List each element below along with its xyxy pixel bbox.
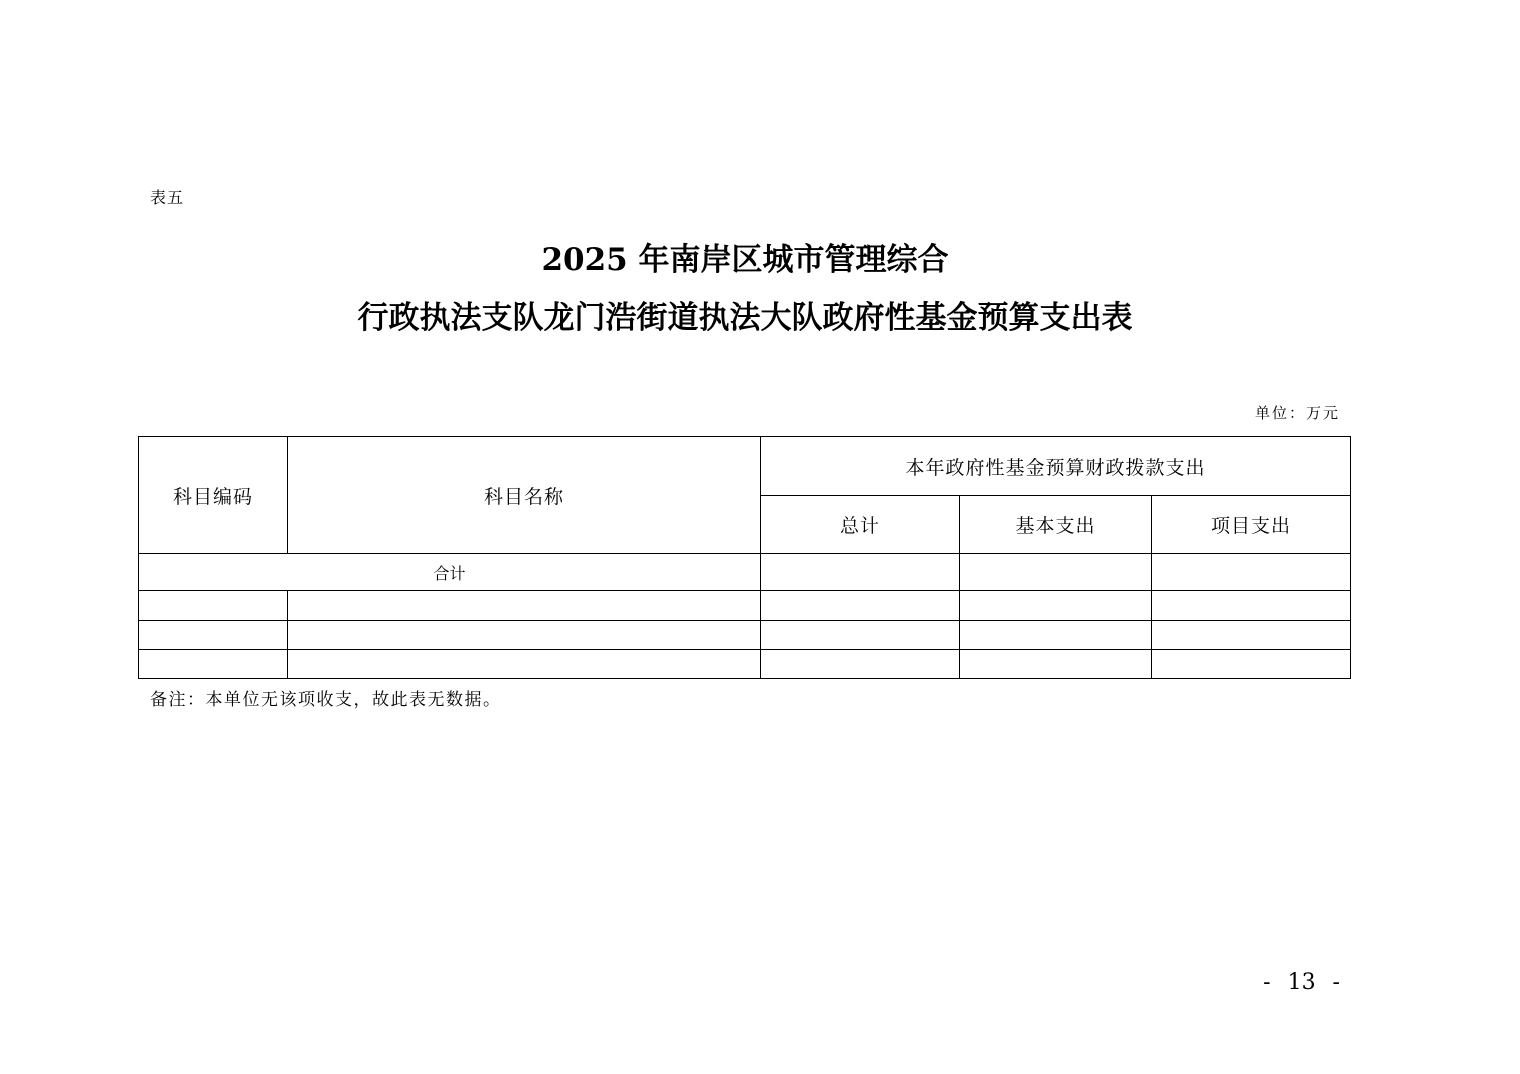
total-row-basic (960, 554, 1152, 591)
cell-subject-code (139, 621, 288, 650)
header-project-expenditure: 项目支出 (1152, 496, 1351, 554)
table-header (139, 437, 1351, 554)
table-row (139, 621, 1351, 650)
cell-basic (960, 650, 1152, 679)
budget-table (138, 436, 1351, 679)
cell-subject-name (288, 650, 761, 679)
header-subject-name: 科目名称 (288, 437, 761, 554)
table-number-label: 表五 (150, 188, 185, 207)
cell-total (761, 650, 960, 679)
header-basic-expenditure: 基本支出 (960, 496, 1152, 554)
cell-total (761, 621, 960, 650)
header-group-appropriation: 本年政府性基金预算财政拨款支出 (761, 437, 1351, 496)
title-line-1: 2025 年南岸区城市管理综合 (541, 242, 949, 278)
cell-project (1152, 621, 1351, 650)
cell-subject-name (288, 621, 761, 650)
total-row-total (761, 554, 960, 591)
cell-project (1152, 650, 1351, 679)
header-subject-code: 科目编码 (139, 437, 288, 554)
table-note: 备注：本单位无该项收支，故此表无数据。 (150, 690, 502, 710)
cell-subject-code (139, 650, 288, 679)
unit-label: 单位：万元 (1254, 404, 1340, 422)
cell-basic (960, 621, 1152, 650)
cell-subject-code (139, 591, 288, 621)
total-row-project (1152, 554, 1351, 591)
cell-project (1152, 591, 1351, 621)
cell-total (761, 591, 960, 621)
title-line-2: 行政执法支队龙门浩街道执法大队政府性基金预算支出表 (357, 300, 1133, 336)
total-row-label: 合计 (139, 554, 761, 591)
cell-subject-name (288, 591, 761, 621)
cell-basic (960, 591, 1152, 621)
table-body (139, 554, 1351, 679)
header-total: 总计 (761, 496, 960, 554)
table-row (139, 591, 1351, 621)
header-row-1 (139, 437, 1351, 496)
table-row (139, 650, 1351, 679)
page-number: - 13 - (1263, 970, 1340, 995)
page-title (245, 231, 1245, 347)
total-row (139, 554, 1351, 591)
